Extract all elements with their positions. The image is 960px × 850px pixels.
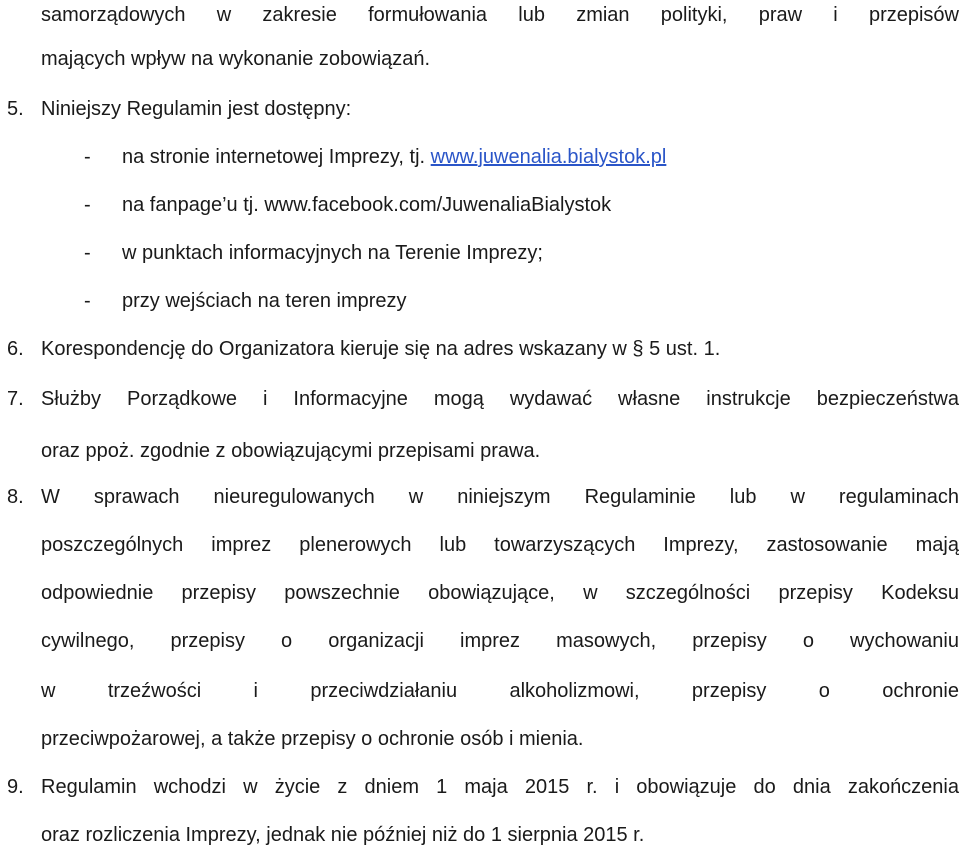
- line-text-content: przeciwpożarowej, a także przepisy o ochronie osób i mienia.: [41, 728, 584, 750]
- text-line: [0, 384, 960, 414]
- website-link[interactable]: www.juwenalia.bialystok.pl: [430, 146, 667, 168]
- line-text-content: Korespondencję do Organizatora kieruje się na adres wskazany w § 5 ust. 1.: [41, 338, 721, 360]
- list-number: 9.: [7, 776, 24, 798]
- line-text: [41, 578, 959, 608]
- text-line: [0, 0, 960, 30]
- list-number: 5.: [7, 98, 24, 120]
- line-text-content: w punktach informacyjnych na Terenie Imprezy;: [122, 242, 543, 264]
- line-text: [41, 530, 959, 560]
- text-line: [0, 530, 960, 560]
- line-text: [122, 238, 543, 268]
- text-line: [0, 44, 960, 74]
- bullet-dash: -: [84, 146, 91, 168]
- line-text-content: Służby Porządkowe i Informacyjne mogą wydawać własne instrukcje bezpieczeństwa: [41, 388, 959, 410]
- text-line: [0, 724, 960, 754]
- line-text: [122, 190, 611, 220]
- line-text: [41, 44, 430, 74]
- line-text: [41, 676, 959, 706]
- list-number: 7.: [7, 388, 24, 410]
- text-line: [0, 286, 960, 316]
- line-text-content: Regulamin wchodzi w życie z dniem 1 maja 2015 r. i obowiązuje do dnia zakończenia: [41, 776, 959, 798]
- line-text-content: poszczególnych imprez plenerowych lub towarzyszących Imprezy, zastosowanie mają: [41, 534, 959, 556]
- line-text: [122, 142, 666, 172]
- text-line: [0, 676, 960, 706]
- line-text-content: samorządowych w zakresie formułowania lub zmian polityki, praw i przepisów: [41, 4, 959, 26]
- line-text-content: w trzeźwości i przeciwdziałaniu alkoholizmowi, przepisy o ochronie: [41, 680, 959, 702]
- line-text: [41, 334, 720, 364]
- line-text: [41, 772, 959, 802]
- line-text: [41, 384, 959, 414]
- text-line: [0, 578, 960, 608]
- bullet-dash: -: [84, 194, 91, 216]
- line-text: [41, 820, 644, 850]
- line-text-content: W sprawach nieuregulowanych w niniejszym Regulaminie lub w regulaminach: [41, 486, 959, 508]
- line-text: [41, 626, 959, 656]
- line-text-content: przy wejściach na teren imprezy: [122, 290, 407, 312]
- text-line: [0, 190, 960, 220]
- text-line: [0, 772, 960, 802]
- text-line: [0, 238, 960, 268]
- list-number: 8.: [7, 486, 24, 508]
- line-text: [41, 94, 351, 124]
- line-text: [122, 286, 407, 316]
- text-line: [0, 334, 960, 364]
- line-text-content: cywilnego, przepisy o organizacji imprez masowych, przepisy o wychowaniu: [41, 630, 959, 652]
- text-line: [0, 820, 960, 850]
- line-text-content: na fanpage’u tj. www.facebook.com/JuwenaliaBialystok: [122, 194, 612, 216]
- list-number: 6.: [7, 338, 24, 360]
- text-line: [0, 626, 960, 656]
- line-text: [41, 436, 540, 466]
- line-text-content: oraz ppoż. zgodnie z obowiązującymi przepisami prawa.: [41, 440, 541, 462]
- bullet-dash: -: [84, 242, 91, 264]
- text-line: [0, 94, 960, 124]
- line-text: [41, 482, 959, 512]
- bullet-dash: -: [84, 290, 91, 312]
- text-line: [0, 436, 960, 466]
- line-text: [41, 724, 584, 754]
- line-text-content: mających wpływ na wykonanie zobowiązań.: [41, 48, 431, 70]
- line-text: [41, 0, 959, 30]
- text-line: [0, 142, 960, 172]
- line-text-content: Niniejszy Regulamin jest dostępny:: [41, 98, 352, 120]
- line-text-content: oraz rozliczenia Imprezy, jednak nie później niż do 1 sierpnia 2015 r.: [41, 824, 645, 846]
- line-text-content: na stronie internetowej Imprezy, tj.: [122, 146, 426, 168]
- line-text-content: odpowiednie przepisy powszechnie obowiązujące, w szczególności przepisy Kodeksu: [41, 582, 959, 604]
- text-line: [0, 482, 960, 512]
